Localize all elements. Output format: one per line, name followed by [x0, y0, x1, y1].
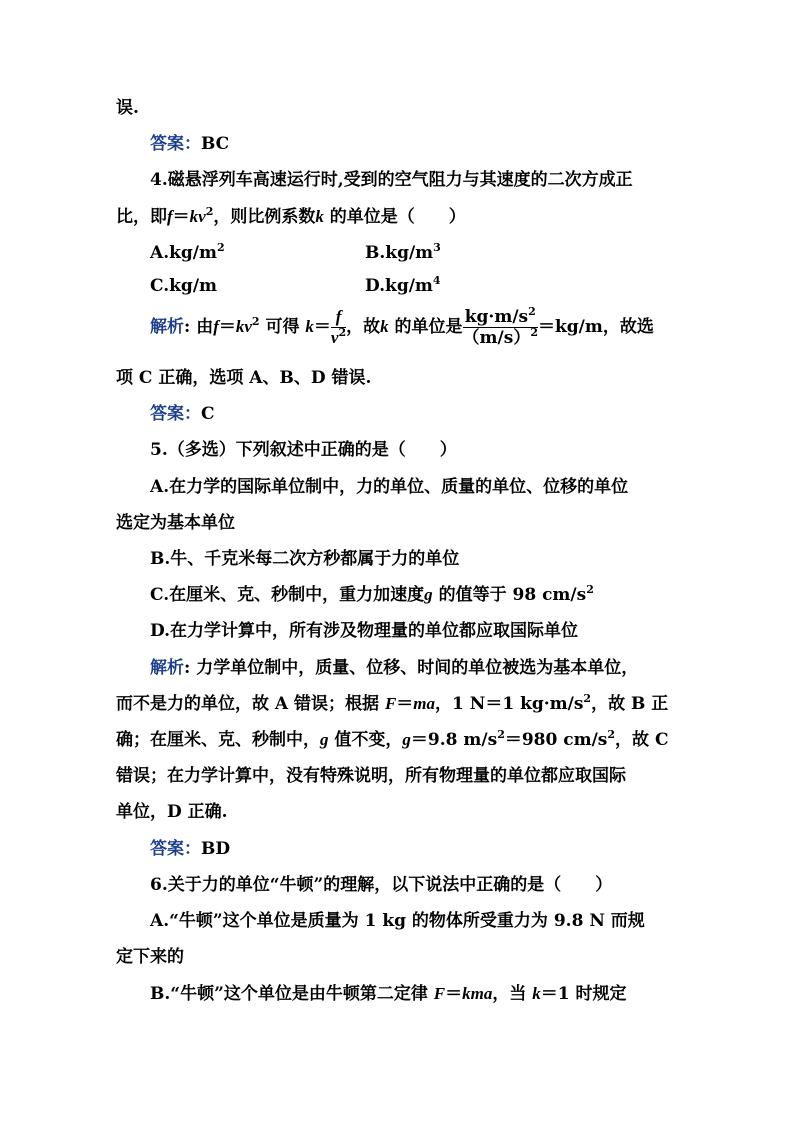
question-5-solution: 解析: 力学单位制中，质量、位移、时间的单位被选为基本单位，	[150, 658, 639, 678]
question-6-option-a-cont: 定下来的	[116, 947, 184, 967]
option-c: C.kg/m	[150, 276, 218, 296]
question-5-stem: 5.（多选）下列叙述中正确的是（ ）	[150, 440, 457, 460]
fraction-f-over-v2: $\frac{f}{v^2}$	[330, 307, 347, 347]
question-5-option-b: B.牛、千克米每二次方秒都属于力的单位	[150, 549, 460, 569]
question-4-stem: 4.磁悬浮列车高速运行时,受到的空气阻力与其速度的二次方成正	[150, 170, 633, 190]
question-5-solution-line2: 而不是力的单位，故 A 错误；根据 F＝ma，1 N＝1 $kg\cdot m/s^2$，故 B 正	[116, 692, 669, 714]
answer-label: 答案：	[150, 839, 201, 859]
text-line: 误.	[116, 98, 139, 118]
option-d: $D.kg/m^4$	[365, 274, 441, 296]
question-5-option-a: A.在力学的国际单位制中，力的单位、质量的单位、位移的单位	[150, 477, 629, 497]
question-5-solution-line4: 错误；在力学计算中，没有特殊说明，所有物理量的单位都应取国际	[116, 766, 626, 786]
question-4-solution-cont: 项 C 正确，选项 A、B、D 错误.	[116, 368, 372, 388]
question-4-solution: 解析: 由$f=kv^2$ 可得 k＝ $\frac{f}{v^2}$ ，故k 的单位是 $\frac{kg\cdot m/s^2}{(m/s)^2}$ ＝kg/m，故选	[150, 305, 654, 348]
fraction-unit: $\frac{kg\cdot m/s^2}{(m/s)^2}$	[462, 305, 538, 348]
option-b: $B.kg/m^3$	[365, 241, 441, 263]
answer-line-q3: 答案：BC	[150, 134, 230, 154]
question-5-solution-line5: 单位，D 正确.	[116, 802, 228, 822]
question-4-stem-cont: 比，即$f=kv^2$，则比例系数k 的单位是（ ）	[116, 205, 466, 227]
solution-label: 解析	[150, 317, 184, 337]
solution-label: 解析	[150, 658, 184, 678]
question-6-option-a: A.“牛顿”这个单位是质量为 1 kg 的物体所受重力为 9.8 N 而规	[150, 911, 645, 931]
answer-line-q5: 答案：BD	[150, 839, 231, 859]
question-6-option-b: B.“牛顿”这个单位是由牛顿第二定律 F＝kma，当 k＝1 时规定	[150, 984, 627, 1004]
question-5-option-a-cont: 选定为基本单位	[116, 513, 235, 533]
question-4-options-ab	[150, 241, 684, 265]
question-5-option-d: D.在力学计算中，所有涉及物理量的单位都应取国际单位	[150, 621, 579, 641]
question-6-stem: 6.关于力的单位“牛顿”的理解，以下说法中正确的是（ ）	[150, 875, 613, 895]
answer-line-q4: 答案：C	[150, 404, 215, 424]
answer-label: 答案：	[150, 404, 201, 424]
question-5-solution-line3: 确；在厘米、克、秒制中，g 值不变，g＝9.8 $m/s^2=980$ $cm/s^2$，故 C	[116, 728, 669, 750]
option-a: $A.kg/m^2$	[150, 241, 225, 263]
question-4-options-cd	[150, 274, 684, 298]
question-5-option-c: C.在厘米、克、秒制中，重力加速度g 的值等于 98 $cm/s^2$	[150, 583, 594, 605]
answer-label: 答案：	[150, 134, 201, 154]
